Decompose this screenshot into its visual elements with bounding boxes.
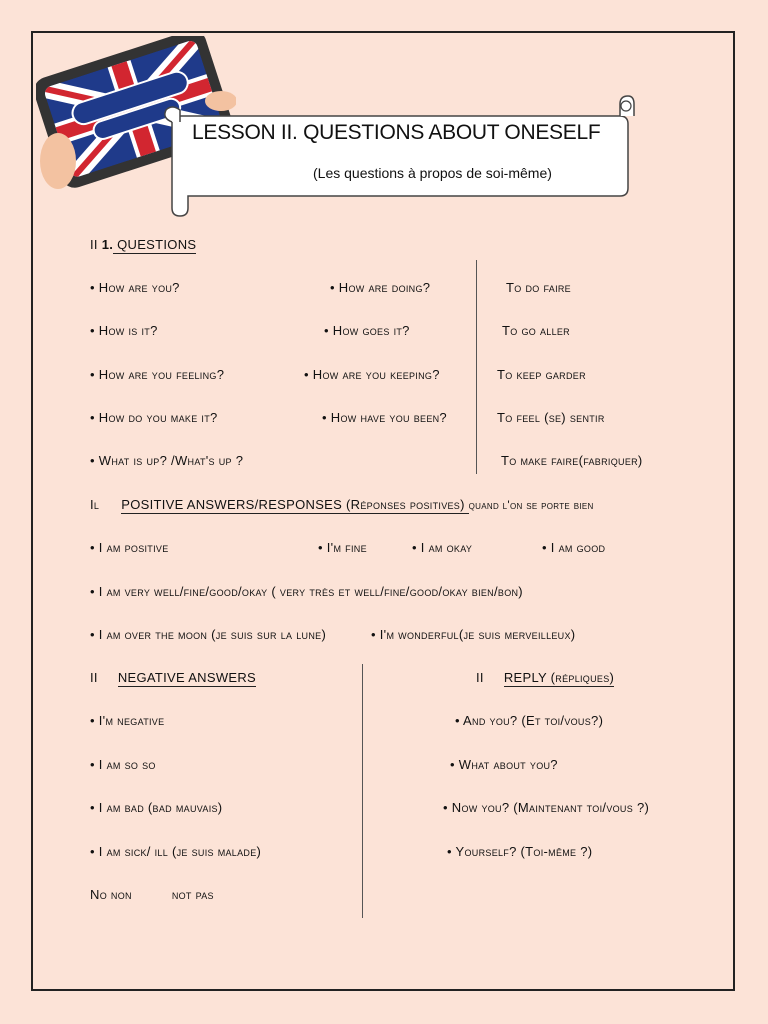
positive-answer: • I am good (542, 540, 606, 555)
question-item: • How do you make it? (90, 410, 218, 425)
positive-answer: • I am over the moon (je suis sur la lune) (90, 627, 327, 642)
negative-answer: • I am so so (90, 757, 156, 772)
section2-heading: Il POSITIVE ANSWERS/RESPONSES (Réponses positives) quand l'on se porte bien (90, 497, 594, 512)
positive-answer: • I am positive (90, 540, 169, 555)
vocab-item: To make faire(fabriquer) (501, 453, 643, 468)
positive-answer: • I'm wonderful(je suis merveilleux) (371, 627, 576, 642)
negative-answer: • I am sick/ ill (je suis malade) (90, 844, 262, 859)
question-item: • How have you been? (322, 410, 447, 425)
positive-answer: • I'm fine (318, 540, 367, 555)
question-item: • How are you keeping? (304, 367, 440, 382)
reply-item: • What about you? (450, 757, 558, 772)
section1-heading: II 1. QUESTIONS (90, 237, 197, 252)
vocab-item: To do faire (506, 280, 571, 295)
question-item: • How is it? (90, 323, 158, 338)
reply-item: • Now you? (Maintenant toi/vous ?) (443, 800, 650, 815)
reply-item: • Yourself? (Toi-même ?) (447, 844, 593, 859)
positive-answer: • I am okay (412, 540, 473, 555)
lesson-subtitle: (Les questions à propos de soi-même) (313, 165, 552, 181)
column-divider (476, 260, 477, 474)
question-item: • How are you feeling? (90, 367, 225, 382)
question-item: • How goes it? (324, 323, 410, 338)
section4-heading: II REPLY (répliques) (476, 670, 615, 685)
negative-answer: • I'm negative (90, 713, 165, 728)
negative-answer: • I am bad (bad mauvais) (90, 800, 223, 815)
section3-heading: II NEGATIVE ANSWERS (90, 670, 257, 685)
positive-answer: • I am very well/fine/good/okay ( very très et well/fine/good/okay bien/bon) (90, 584, 523, 599)
question-item: • What is up? /What's up ? (90, 453, 244, 468)
vocab-item: To go aller (502, 323, 570, 338)
lesson-title: LESSON II. QUESTIONS ABOUT ONESELF (192, 121, 601, 144)
question-item: • How are you? (90, 280, 180, 295)
vocab-item: To feel (se) sentir (497, 410, 605, 425)
title-scroll-banner (158, 92, 638, 220)
reply-item: • And you? (Et toi/vous?) (455, 713, 604, 728)
no-line: No non not pas (90, 887, 214, 902)
vocab-item: To keep garder (497, 367, 586, 382)
question-item: • How are doing? (330, 280, 431, 295)
column-divider (362, 664, 363, 918)
